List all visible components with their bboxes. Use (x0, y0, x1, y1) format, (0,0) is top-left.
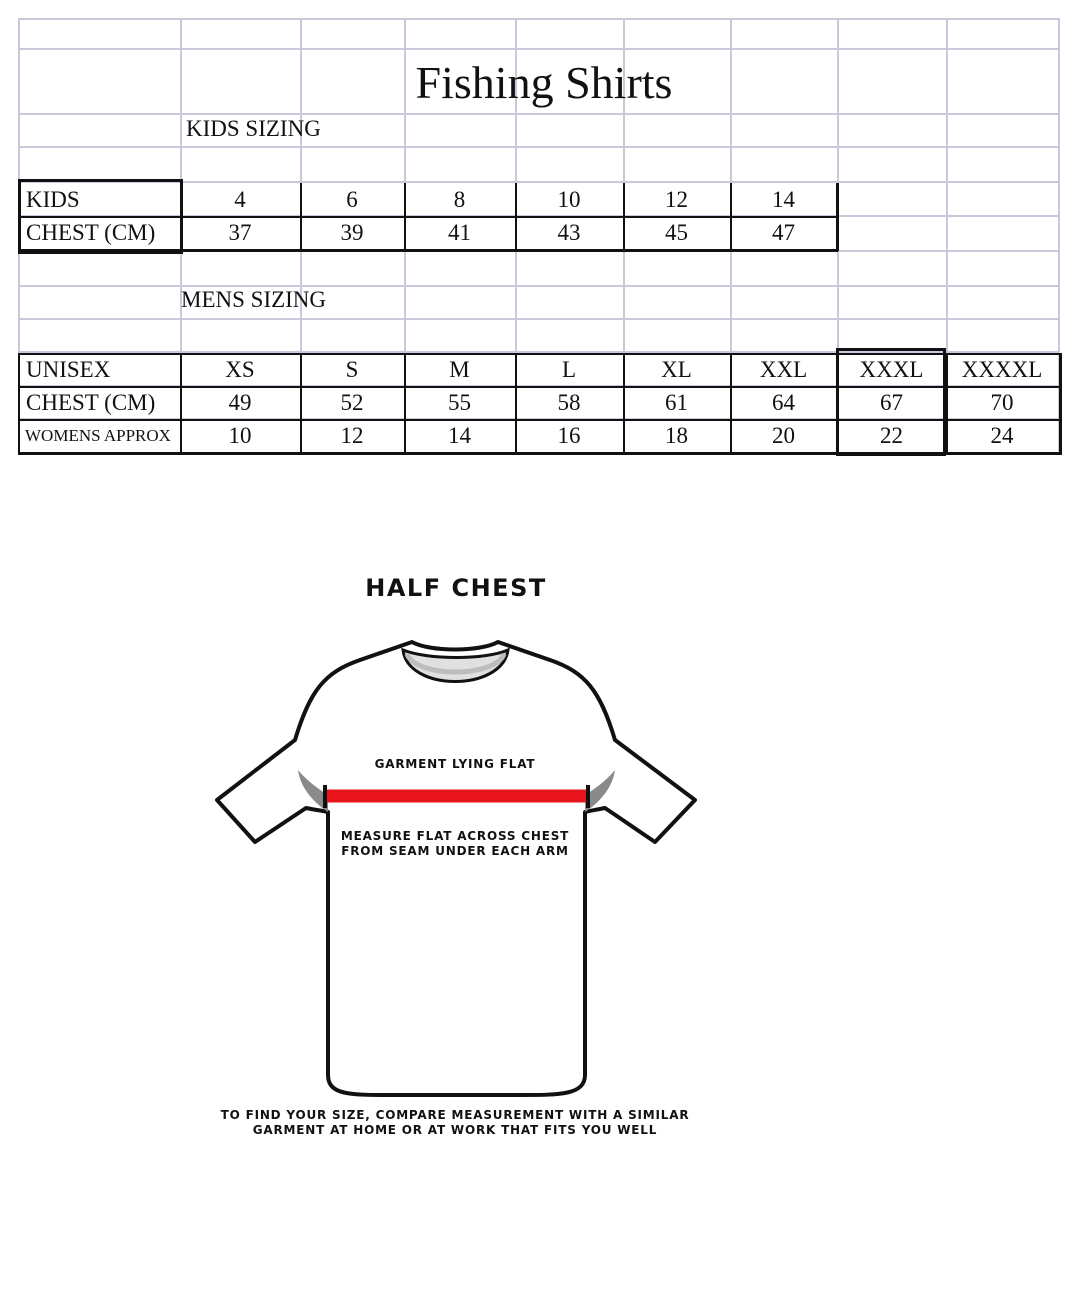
kids-row-label: KIDS (26, 186, 80, 212)
mens-cell: 49 (228, 389, 252, 415)
grid-line (18, 318, 1060, 320)
size-tip-line-2: GARMENT AT HOME OR AT WORK THAT FITS YOU WELL (252, 1123, 658, 1137)
table-border (730, 353, 732, 454)
table-border (18, 353, 20, 454)
womens-approx-label: WOMENS APPROX (25, 426, 171, 445)
table-border (180, 353, 182, 454)
mens-cell: 12 (340, 423, 364, 448)
kids-sizing-label: KIDS SIZING (186, 116, 321, 141)
kids-cell: 43 (557, 220, 581, 245)
kids-cell: 45 (665, 220, 688, 245)
table-border (300, 183, 302, 251)
table-border (946, 353, 948, 454)
grid-line (18, 48, 1060, 50)
kids-chest-label: CHEST (CM) (26, 220, 156, 245)
table-border (623, 353, 625, 454)
measure-instructions (320, 829, 590, 859)
grid-line (18, 146, 1060, 148)
mens-cell: 16 (557, 423, 581, 448)
measure-line-1: MEASURE FLAT ACROSS CHEST (340, 829, 570, 843)
mens-cell: 70 (990, 389, 1014, 415)
table-border (1059, 353, 1062, 454)
mens-cell: 22 (880, 423, 903, 448)
measure-line-2: FROM SEAM UNDER EACH ARM (341, 844, 569, 858)
table-border (404, 353, 406, 454)
mens-cell: 58 (557, 389, 581, 415)
grid-line (18, 285, 1060, 287)
mens-cell: XXXL (859, 356, 924, 382)
table-border (623, 183, 625, 251)
kids-cell: 12 (665, 186, 688, 212)
mens-cell: 20 (772, 423, 795, 448)
size-chart (0, 0, 1080, 470)
kids-cell: 4 (234, 186, 246, 212)
table-border (300, 353, 302, 454)
mens-cell: S (345, 356, 359, 382)
xxxl-highlight-frame (836, 348, 946, 456)
size-tip (200, 1108, 710, 1138)
mens-cell: 18 (665, 423, 688, 448)
mens-cell: M (449, 356, 470, 382)
mens-cell: XXL (759, 356, 808, 382)
mens-cell: 64 (772, 389, 795, 415)
table-border (836, 183, 839, 251)
mens-cell: XL (661, 356, 692, 382)
mens-chest-label: CHEST (CM) (26, 389, 156, 415)
mens-cell: 61 (665, 389, 688, 415)
kids-cell: 37 (228, 220, 252, 245)
table-border (20, 216, 180, 218)
kids-cell: 6 (346, 186, 358, 212)
chart-title: Fishing Shirts (415, 57, 673, 108)
size-tip-line-1: TO FIND YOUR SIZE, COMPARE MEASUREMENT WITH A SIMILAR (220, 1108, 690, 1122)
table-border (730, 183, 732, 251)
table-border (515, 183, 517, 251)
mens-cell: L (561, 356, 577, 382)
kids-cell: 10 (557, 186, 581, 212)
half-chest-title: HALF CHEST (365, 574, 547, 602)
grid-line (18, 18, 1060, 20)
kids-cell: 39 (340, 220, 364, 245)
table-border (180, 216, 838, 218)
mens-cell: 55 (448, 389, 471, 415)
kids-cell: 41 (448, 220, 471, 245)
table-border (404, 183, 406, 251)
t-shirt-icon (200, 630, 710, 1100)
grid-line (18, 113, 1060, 115)
mens-cell: XXXXL (961, 356, 1043, 382)
unisex-row-label: UNISEX (26, 356, 111, 382)
kids-cell: 8 (453, 186, 466, 212)
kids-cell: 14 (772, 186, 795, 212)
garment-lying-flat-label: GARMENT LYING FLAT (374, 757, 536, 771)
mens-cell: XS (225, 356, 255, 382)
mens-cell: 52 (340, 389, 364, 415)
mens-cell: 10 (228, 423, 252, 448)
mens-cell: 14 (448, 423, 471, 448)
mens-sizing-label: MENS SIZING (181, 287, 327, 312)
kids-cell: 47 (772, 220, 795, 245)
mens-cell: 24 (990, 423, 1014, 448)
mens-cell: 67 (880, 389, 903, 415)
table-border (515, 353, 517, 454)
